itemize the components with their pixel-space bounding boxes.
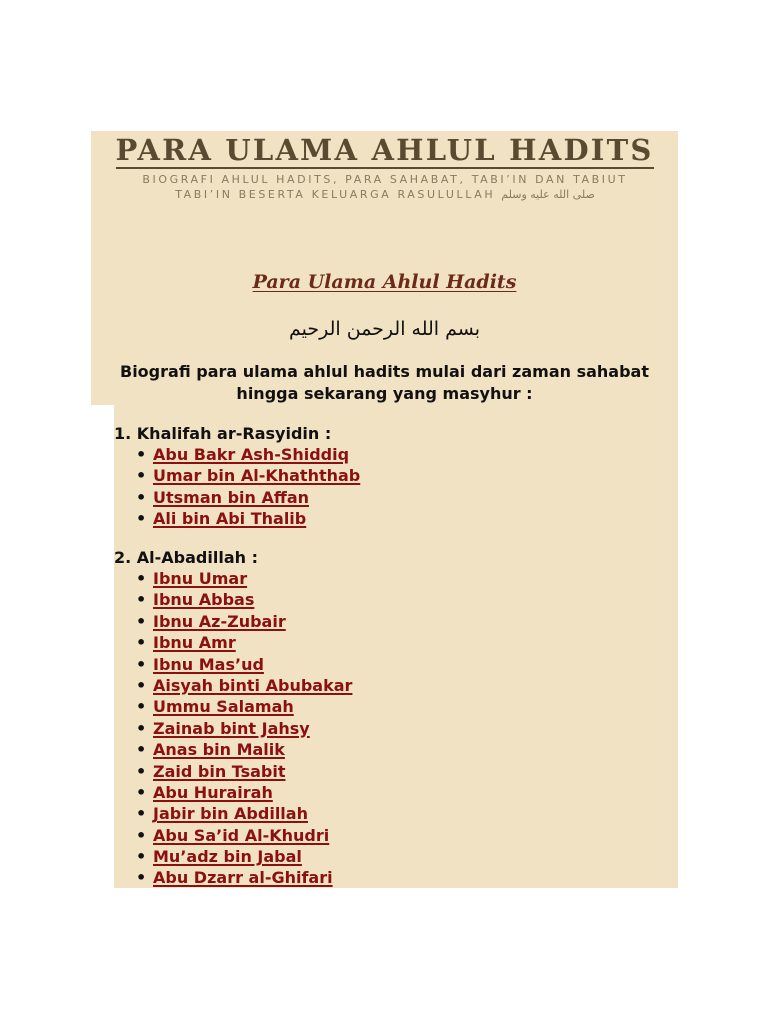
site-title[interactable] <box>91 131 678 169</box>
name-link[interactable]: Jabir bin Abdillah <box>153 804 308 824</box>
bullet-icon: • <box>136 740 147 760</box>
site-title-link[interactable]: PARA ULAMA AHLUL HADITS <box>115 133 654 167</box>
bullet-icon: • <box>136 847 147 867</box>
name-link[interactable]: Ibnu Umar <box>153 569 248 588</box>
post-title-link[interactable]: Para Ulama Ahlul Hadits <box>252 271 517 293</box>
list-item <box>136 589 352 610</box>
list-item <box>136 696 352 717</box>
list-item <box>136 487 360 508</box>
list-item <box>136 718 352 739</box>
name-link[interactable]: Abu Hurairah <box>153 782 273 802</box>
list-item <box>136 632 352 653</box>
bullet-icon: • <box>136 611 147 631</box>
bullet-icon: • <box>136 675 147 695</box>
list-item <box>136 675 352 696</box>
list-item <box>136 611 352 632</box>
bullet-icon: • <box>136 445 147 464</box>
bullet-icon: • <box>136 487 147 507</box>
bullet-icon: • <box>136 509 147 529</box>
list-item <box>136 465 360 486</box>
list-item <box>136 761 352 782</box>
list-item <box>136 867 352 888</box>
name-link[interactable]: Ibnu Amr <box>153 633 236 653</box>
name-list <box>114 568 352 889</box>
list-item <box>136 739 352 760</box>
list-item <box>136 568 352 589</box>
name-list <box>114 444 360 530</box>
name-link[interactable]: Ibnu Az-Zubair <box>153 611 286 631</box>
bullet-icon: • <box>136 804 147 824</box>
bullet-icon: • <box>136 825 147 845</box>
site-description <box>100 172 670 202</box>
intro-line-1: Biografi para ulama ahlul hadits mulai dari zaman sahabat <box>120 362 649 381</box>
bullet-icon: • <box>136 569 147 588</box>
name-link[interactable]: Aisyah binti Abubakar <box>153 675 353 695</box>
name-link[interactable]: Ummu Salamah <box>153 697 294 717</box>
intro-line-2: hingga sekarang yang masyhur : <box>236 384 533 403</box>
name-link[interactable]: Abu Dzarr al-Ghifari <box>153 868 333 888</box>
site-description-line-2: TABI’IN BESERTA KELUARGA RASULULLAH صلى الله عليه وسلم <box>175 188 595 201</box>
section-heading: 2. Al-Abadillah : <box>114 548 258 567</box>
list-item <box>136 444 360 465</box>
list-item <box>136 782 352 803</box>
section-heading: 1. Khalifah ar-Rasyidin : <box>114 424 332 443</box>
name-link[interactable]: Ibnu Abbas <box>153 590 255 610</box>
bullet-icon: • <box>136 633 147 653</box>
list-item <box>136 654 352 675</box>
bullet-icon: • <box>136 590 147 610</box>
name-link[interactable]: Umar bin Al-Khaththab <box>153 466 361 486</box>
section-khalifah <box>114 423 360 530</box>
list-item <box>136 825 352 846</box>
bullet-icon: • <box>136 466 147 486</box>
bullet-icon: • <box>136 868 147 888</box>
list-item <box>136 846 352 867</box>
bullet-icon: • <box>136 761 147 781</box>
site-description-line-1: BIOGRAFI AHLUL HADITS, PARA SAHABAT, TABI’IN DAN TABIUT <box>142 173 628 186</box>
name-link[interactable]: Abu Bakr Ash-Shiddiq <box>153 445 350 464</box>
basmalah: بسم الله الرحمن الرحيم <box>289 318 480 340</box>
intro-text <box>91 361 678 405</box>
name-link[interactable]: Zaid bin Tsabit <box>153 761 286 781</box>
name-link[interactable]: Ali bin Abi Thalib <box>153 509 307 529</box>
bullet-icon: • <box>136 654 147 674</box>
name-link[interactable]: Zainab bint Jahsy <box>153 718 310 738</box>
list-item <box>136 803 352 824</box>
name-link[interactable]: Ibnu Mas’ud <box>153 654 264 674</box>
bullet-icon: • <box>136 782 147 802</box>
name-link[interactable]: Mu’adz bin Jabal <box>153 847 302 867</box>
bullet-icon: • <box>136 718 147 738</box>
bullet-icon: • <box>136 697 147 717</box>
name-link[interactable]: Utsman bin Affan <box>153 487 310 507</box>
name-link[interactable]: Anas bin Malik <box>153 740 285 760</box>
post-title[interactable] <box>91 268 678 296</box>
name-link[interactable]: Abu Sa’id Al-Khudri <box>153 825 330 845</box>
list-item <box>136 508 360 529</box>
section-abadillah <box>114 547 352 889</box>
